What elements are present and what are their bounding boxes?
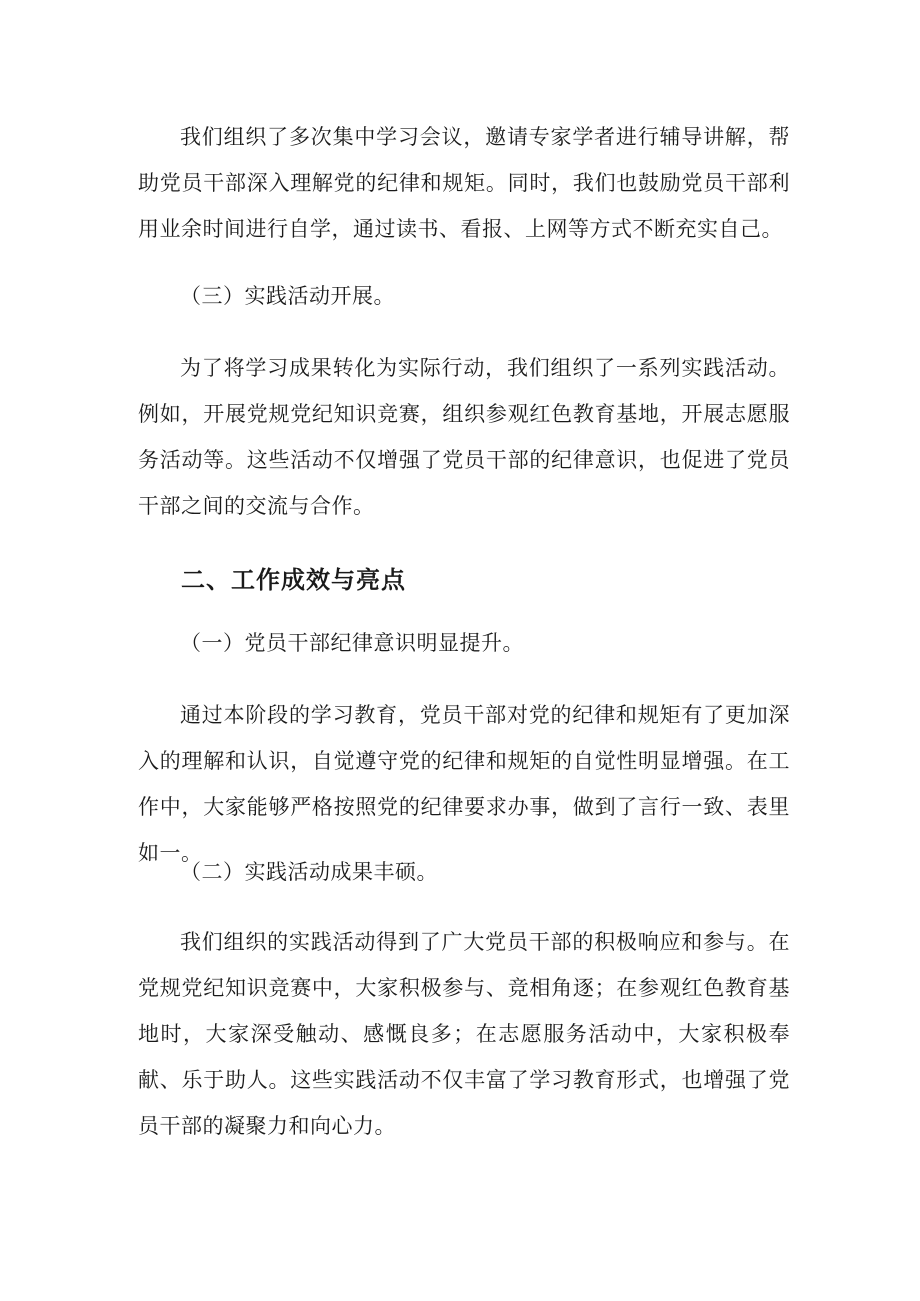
subheading-results: （二）实践活动成果丰硕。 <box>180 860 438 884</box>
subheading-awareness: （一）党员干部纪律意识明显提升。 <box>180 631 524 655</box>
paragraph-practice: 为了将学习成果转化为实际行动，我们组织了一系列实践活动。例如，开展党规党纪知识竞赛，组织参观红色教育基地，开展志愿服务活动等。这些活动不仅增强了党员干部的纪律意识，也促进了党员干部之间的交流与合作。 <box>138 356 790 518</box>
paragraph-study: 我们组织了多次集中学习会议，邀请专家学者进行辅导讲解，帮助党员干部深入理解党的纪律和规矩。同时，我们也鼓励党员干部利用业余时间进行自学，通过读书、看报、上网等方式不断充实自己。 <box>138 125 790 241</box>
paragraph-results: 我们组织的实践活动得到了广大党员干部的积极响应和参与。在党规党纪知识竞赛中，大家积极参与、竞相角逐；在参观红色教育基地时，大家深受触动、感慨良多；在志愿服务活动中，大家积极奉献、乐于助人。这些实践活动不仅丰富了学习教育形式，也增强了党员干部的凝聚力和向心力。 <box>138 930 790 1138</box>
subheading-practice: （三）实践活动开展。 <box>180 284 395 308</box>
paragraph-awareness: 通过本阶段的学习教育，党员干部对党的纪律和规矩有了更加深入的理解和认识，自觉遵守党的纪律和规矩的自觉性明显增强。在工作中，大家能够严格按照党的纪律要求办事，做到了言行一致、表里如一。 <box>138 703 790 865</box>
section-heading: 二、工作成效与亮点 <box>181 566 406 594</box>
